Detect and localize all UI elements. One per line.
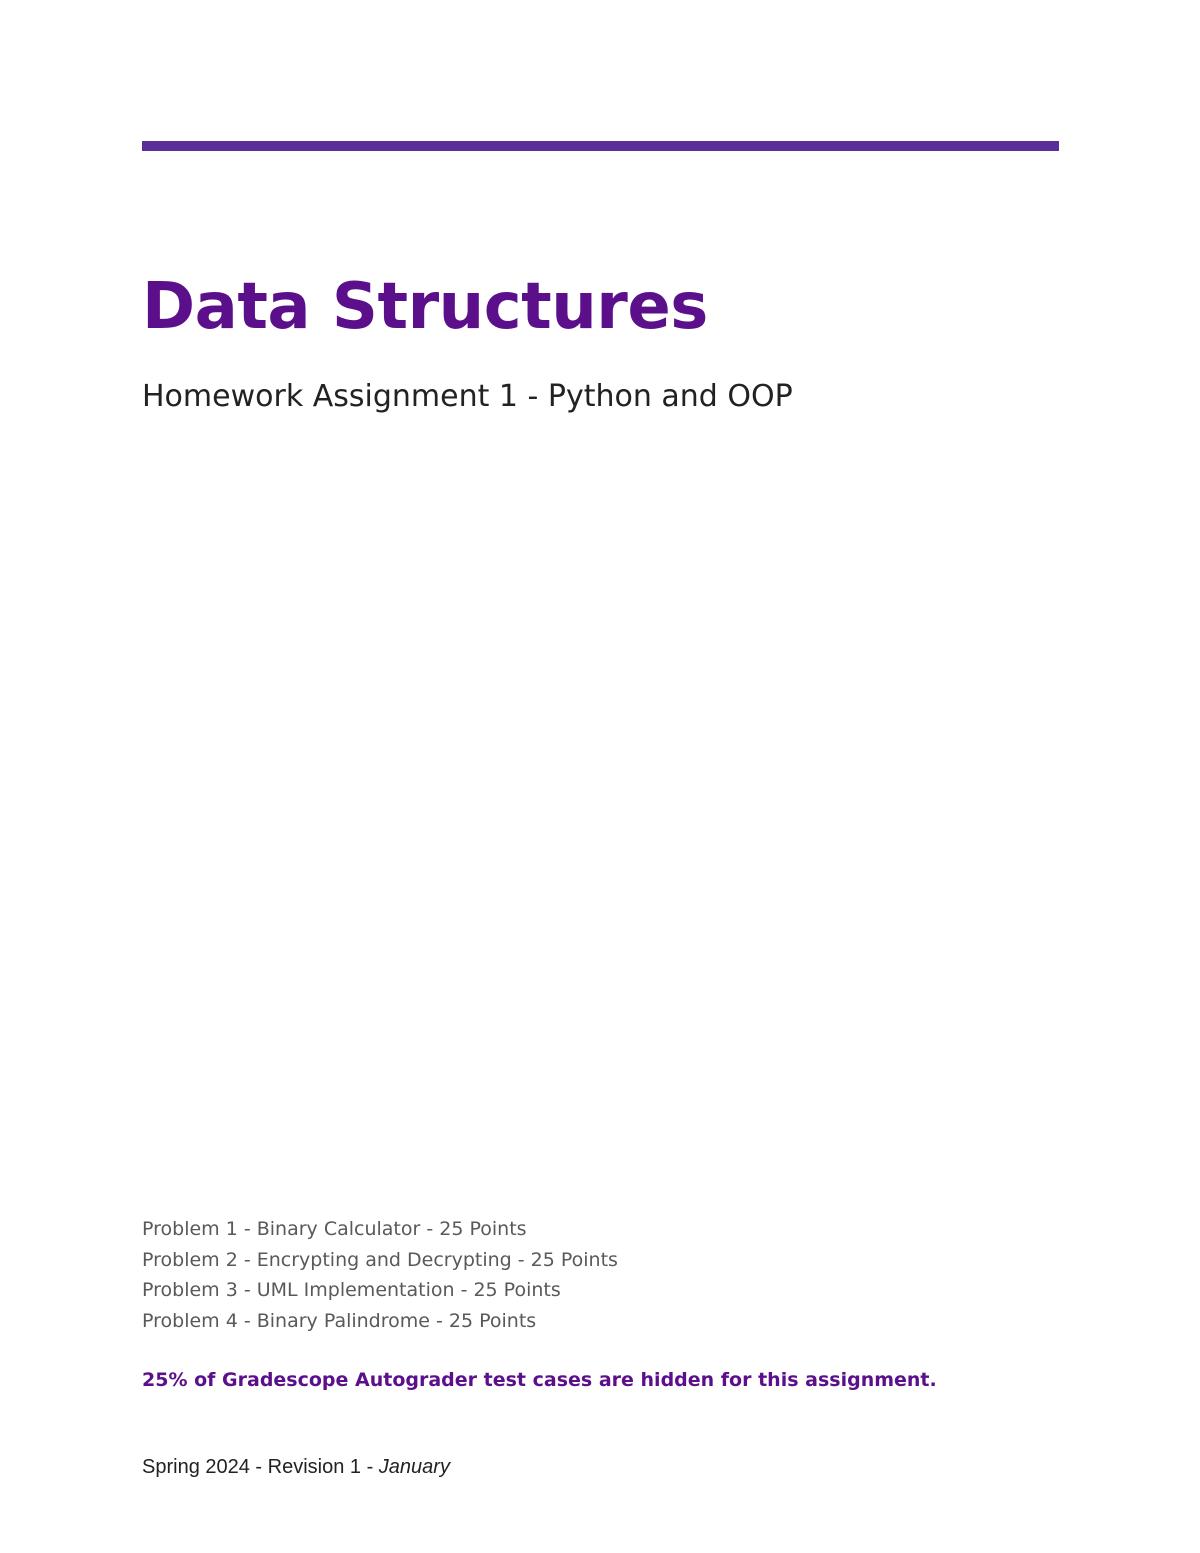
revision-month: January — [378, 1456, 450, 1478]
problem-item-1: Problem 1 - Binary Calculator - 25 Points — [142, 1218, 527, 1240]
header-rule — [142, 141, 1059, 151]
problem-list — [142, 1214, 618, 1336]
autograder-note: 25% of Gradescope Autograder test cases are hidden for this assignment. — [142, 1369, 937, 1391]
problem-item-3: Problem 3 - UML Implementation - 25 Points — [142, 1279, 561, 1301]
document-subtitle: Homework Assignment 1 - Python and OOP — [142, 379, 793, 414]
revision-footer — [142, 1454, 450, 1480]
revision-text: Spring 2024 - Revision 1 - — [142, 1456, 379, 1478]
document-title: Data Structures — [142, 270, 708, 344]
problem-item-4: Problem 4 - Binary Palindrome - 25 Points — [142, 1309, 537, 1332]
problem-item-2: Problem 2 - Encrypting and Decrypting - 25 Points — [142, 1248, 618, 1271]
